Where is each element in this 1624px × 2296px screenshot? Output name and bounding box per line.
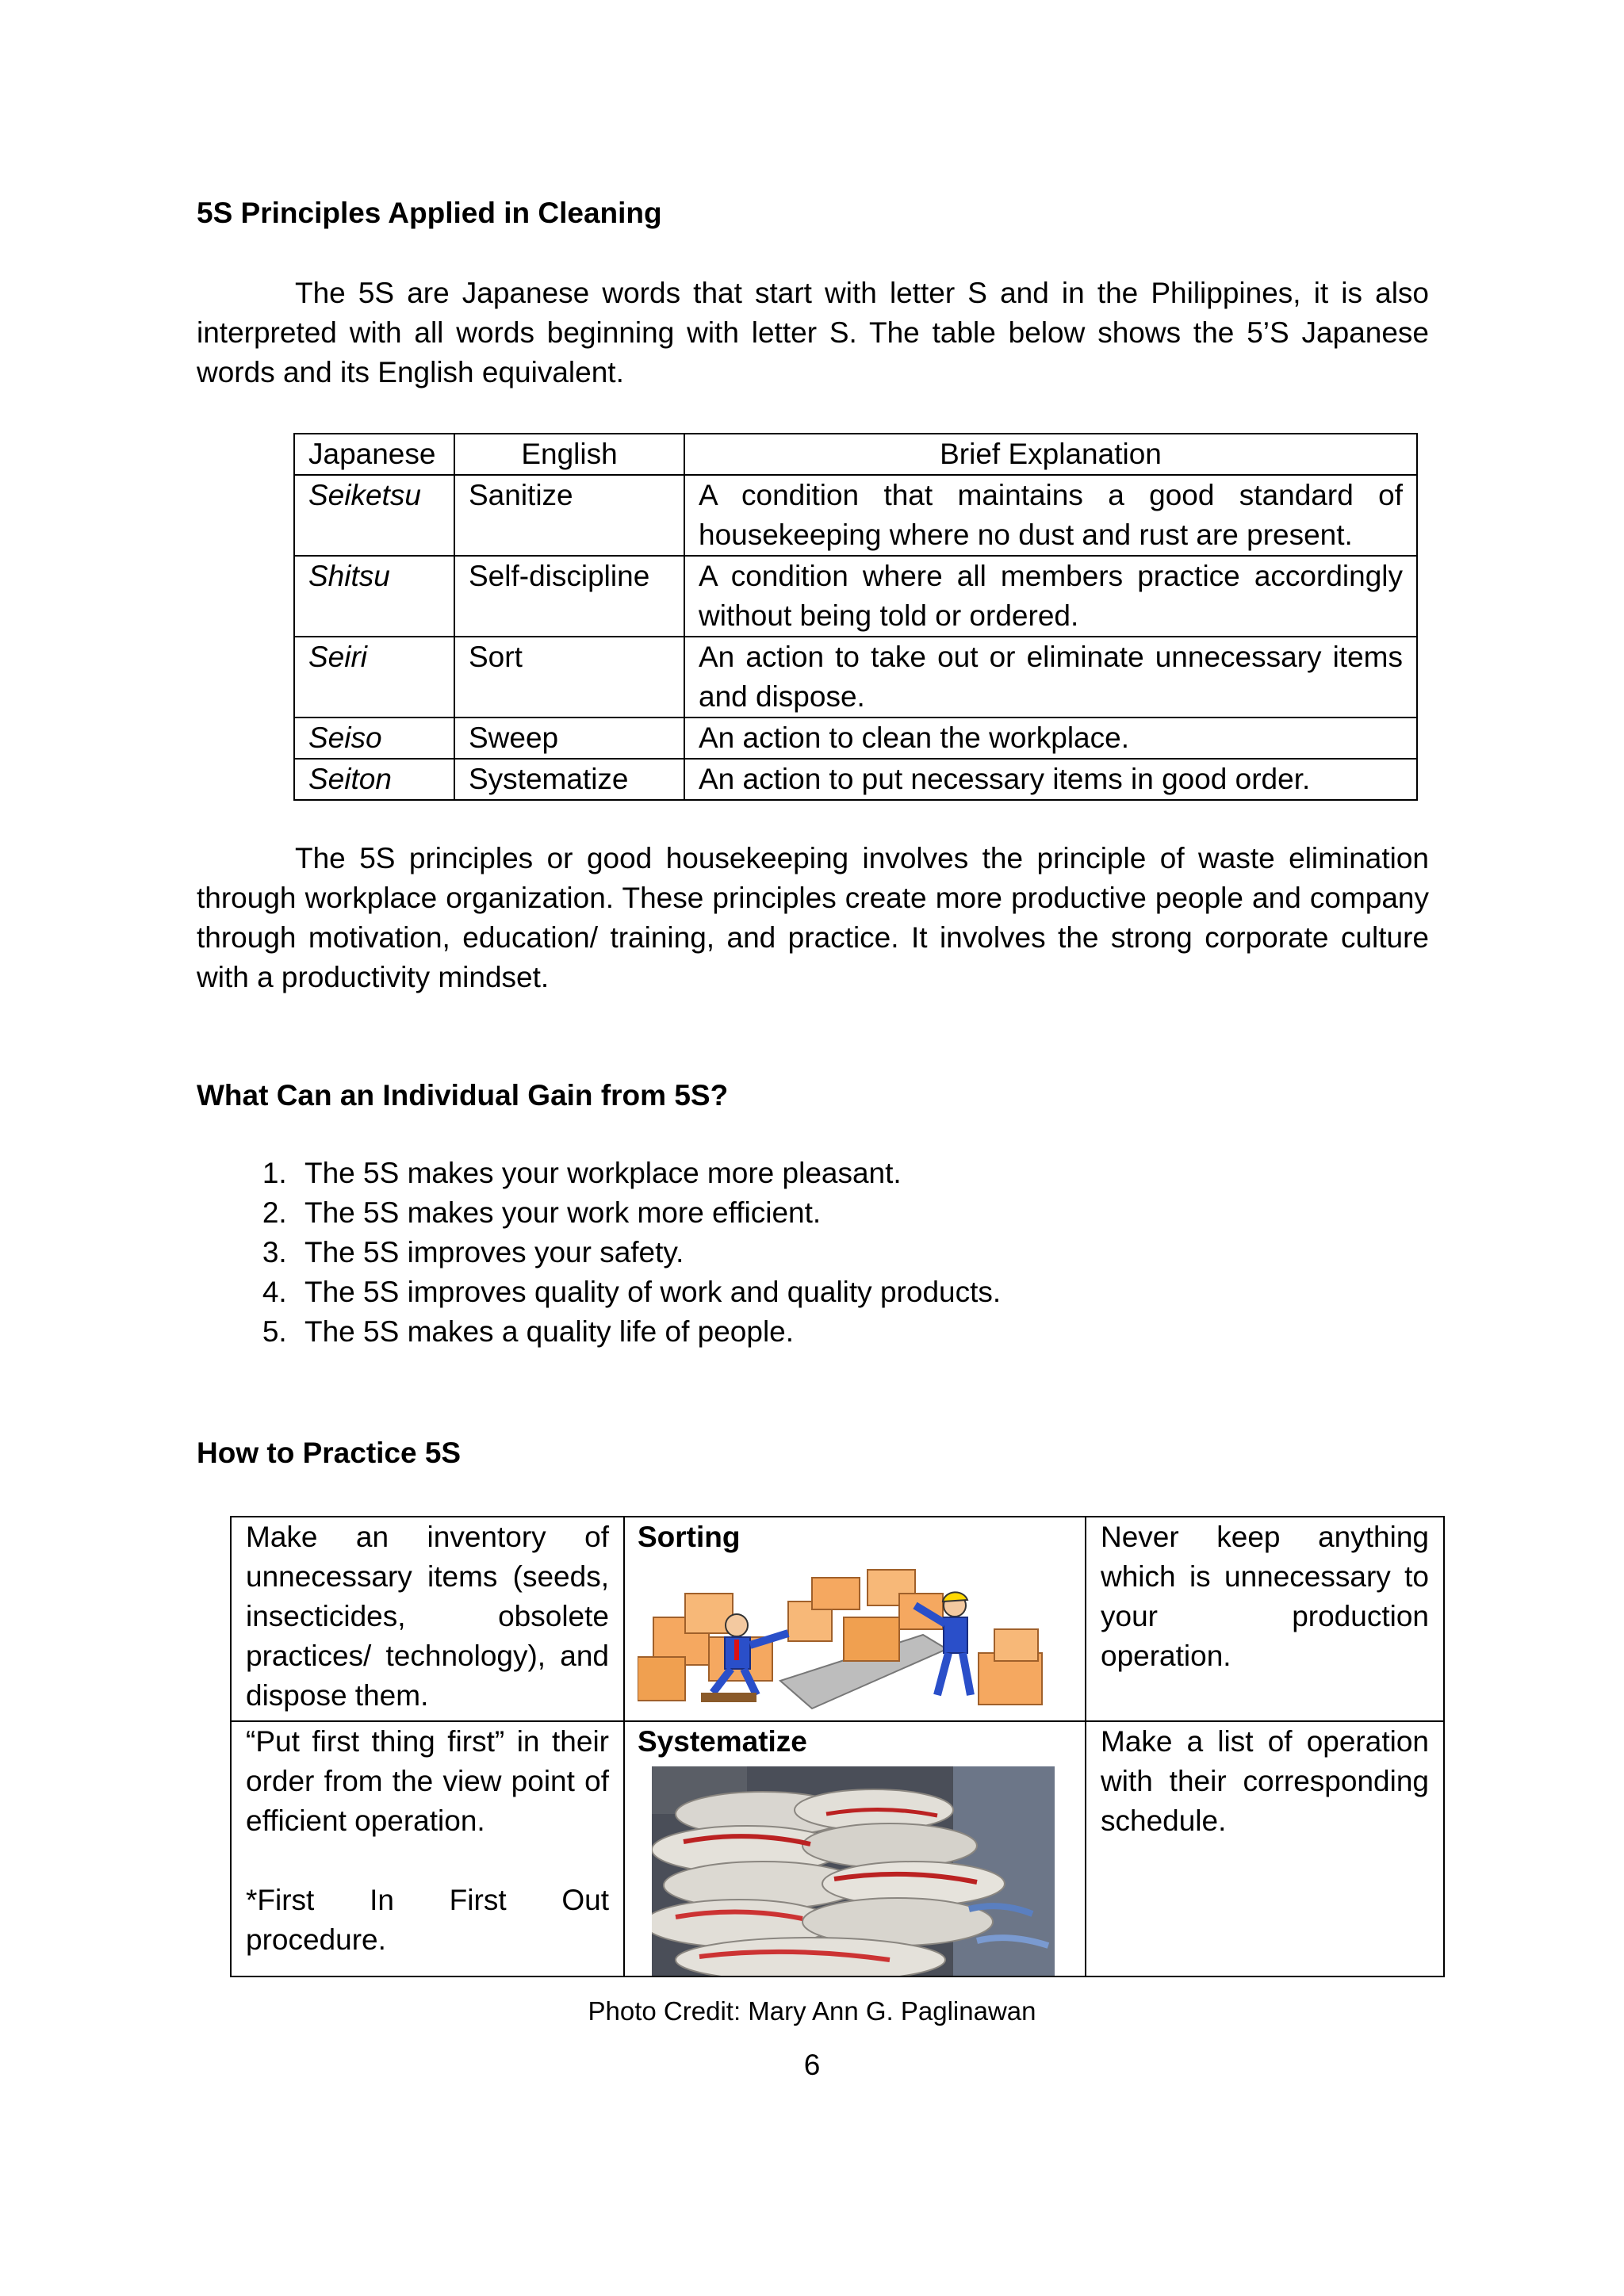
cell-japanese: Seiri xyxy=(294,637,454,718)
sorting-description: Make an inventory of unnecessary items (seeds, insecticides, obsolete practices/ technology), and dispose them. xyxy=(231,1517,624,1721)
header-english: English xyxy=(454,434,684,475)
table-row xyxy=(294,759,1417,800)
list-item: 3. The 5S improves your safety. xyxy=(295,1233,1001,1272)
sacks-photo xyxy=(652,1766,1055,1976)
cell-explanation: An action to clean the workplace. xyxy=(684,718,1417,759)
section-title-5s-principles: 5S Principles Applied in Cleaning xyxy=(197,197,662,229)
cell-english: Sweep xyxy=(454,718,684,759)
section-title-individual-gain: What Can an Individual Gain from 5S? xyxy=(197,1079,729,1112)
sorting-advice: Never keep anything which is unnecessary to your production operation. xyxy=(1086,1517,1444,1721)
cell-english: Sort xyxy=(454,637,684,718)
cell-japanese: Seiketsu xyxy=(294,475,454,556)
sorting-cell xyxy=(624,1517,1086,1721)
systematize-cell xyxy=(624,1721,1086,1976)
header-explanation: Brief Explanation xyxy=(684,434,1417,475)
principles-paragraph: The 5S principles or good housekeeping involves the principle of waste elimination through workplace organization. These principles create more productive people and company through motivation, education/ training, and practice. It involves the strong corporate culture with a productivity mindset. xyxy=(197,842,1429,993)
page-number: 6 xyxy=(803,2049,821,2081)
list-item: 5. The 5S makes a quality life of people. xyxy=(295,1312,1001,1352)
table-row xyxy=(294,475,1417,556)
photo-credit: Photo Credit: Mary Ann G. Paglinawan xyxy=(588,1996,1036,2026)
systematize-advice: Make a list of operation with their corresponding schedule. xyxy=(1086,1721,1444,1976)
intro-paragraph: The 5S are Japanese words that start with letter S and in the Philippines, it is also interpreted with all words beginning with letter S. The table below shows the 5’S Japanese words and its English equivalent. xyxy=(197,277,1429,388)
table-row xyxy=(294,718,1417,759)
cell-english: Sanitize xyxy=(454,475,684,556)
table-row xyxy=(231,1517,1444,1721)
sorting-title: Sorting xyxy=(638,1521,741,1553)
header-japanese: Japanese xyxy=(294,434,454,475)
systematize-description xyxy=(231,1721,624,1976)
practice-table xyxy=(230,1516,1445,1977)
fifo-note: *First In First Out procedure. xyxy=(246,1884,609,1956)
section-title-how-to-practice: How to Practice 5S xyxy=(197,1437,462,1469)
systematize-title: Systematize xyxy=(638,1725,807,1758)
systematize-text: “Put first thing first” in their order from the view point of efficient operation. xyxy=(246,1725,609,1837)
cell-english: Self-discipline xyxy=(454,556,684,637)
cell-explanation: An action to put necessary items in good order. xyxy=(684,759,1417,800)
cell-japanese: Shitsu xyxy=(294,556,454,637)
table-header-row xyxy=(294,434,1417,475)
sorting-illustration xyxy=(638,1562,1066,1717)
list-item: 4. The 5S improves quality of work and quality products. xyxy=(295,1272,1001,1312)
list-item: 1. The 5S makes your workplace more pleasant. xyxy=(295,1154,1001,1193)
cell-explanation: An action to take out or eliminate unnecessary items and dispose. xyxy=(684,637,1417,718)
gains-list xyxy=(251,1154,1001,1352)
table-row xyxy=(294,637,1417,718)
table-row xyxy=(294,556,1417,637)
cell-explanation: A condition that maintains a good standard of housekeeping where no dust and rust are present. xyxy=(684,475,1417,556)
cell-japanese: Seiton xyxy=(294,759,454,800)
table-row xyxy=(231,1721,1444,1976)
cell-japanese: Seiso xyxy=(294,718,454,759)
cell-english: Systematize xyxy=(454,759,684,800)
japanese-terms-table xyxy=(293,433,1418,801)
list-item: 2. The 5S makes your work more efficient. xyxy=(295,1193,1001,1233)
cell-explanation: A condition where all members practice accordingly without being told or ordered. xyxy=(684,556,1417,637)
